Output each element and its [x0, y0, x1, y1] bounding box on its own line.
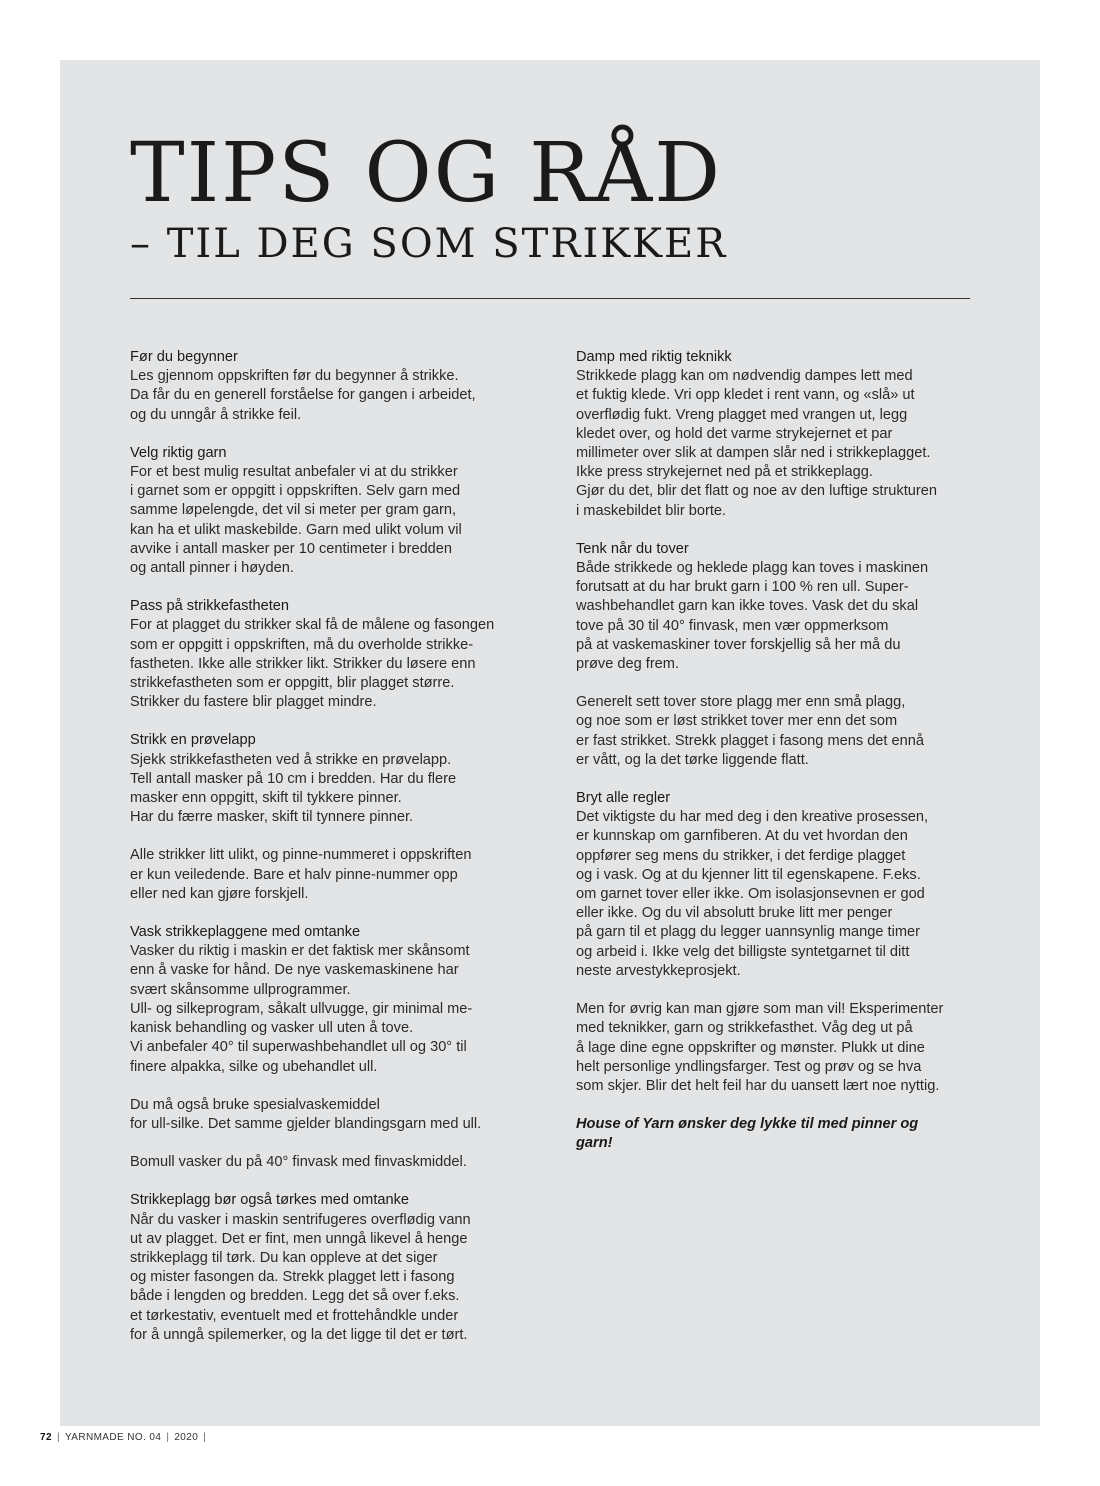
- body-text-line: er kun veiledende. Bare et halv pinne-nummer opp: [130, 866, 458, 883]
- body-text-line: Både strikkede og heklede plagg kan toves i maskinen: [576, 560, 929, 577]
- closing-line: House of Yarn ønsker deg lykke til med pinner og: [576, 1116, 919, 1133]
- section-paragraph: [130, 616, 530, 712]
- section-paragraph: [576, 808, 976, 981]
- body-text-line: som er oppgitt i oppskriften, må du overholde strikke-: [130, 636, 474, 653]
- body-text-line: Ull- og silkeprogram, såkalt ullvugge, gir minimal me-: [130, 1000, 473, 1017]
- page-number: 72: [40, 1432, 52, 1443]
- section-heading: Velg riktig garn: [130, 444, 227, 461]
- body-text-line: i maskebildet blir borte.: [576, 502, 727, 519]
- tip-section: [130, 444, 530, 578]
- body-text-line: Generelt sett tover store plagg mer enn små plagg,: [576, 694, 906, 711]
- body-text-line: overflødig fukt. Vreng plagget med vrangen ut, legg: [576, 406, 908, 423]
- section-heading: Strikkeplagg bør også tørkes med omtanke: [130, 1192, 410, 1209]
- section-paragraph: [130, 1153, 530, 1172]
- body-text-line: på garn til et plagg du legger uannsynlig mange timer: [576, 924, 920, 941]
- tip-section: [130, 923, 530, 1172]
- body-text-line: samme løpelengde, det vil si meter per gram garn,: [130, 502, 457, 519]
- body-text-line: både i lengden og bredden. Legg det så over f.eks.: [130, 1288, 460, 1305]
- body-text-line: og mister fasongen da. Strekk plagget lett i fasong: [130, 1269, 455, 1286]
- section-paragraph: [130, 846, 530, 904]
- section-paragraph: [130, 463, 530, 578]
- body-text-line: Vasker du riktig i maskin er det faktisk mer skånsomt: [130, 943, 470, 960]
- body-text-line: Les gjennom oppskriften før du begynner å strikke.: [130, 368, 459, 385]
- body-text-line: masker enn oppgitt, skift til tykkere pinner.: [130, 790, 402, 807]
- body-text-line: prøve deg frem.: [576, 656, 680, 673]
- body-text-line: eller ned kan gjøre forskjell.: [130, 885, 309, 902]
- section-paragraph: [130, 1096, 530, 1134]
- right-column: [576, 348, 976, 1173]
- body-text-line: og i vask. Og at du kjenner litt til egenskapene. F.eks.: [576, 866, 921, 883]
- body-text-line: i garnet som er oppgitt i oppskriften. Selv garn med: [130, 483, 461, 500]
- tip-section: [130, 348, 530, 425]
- body-text-line: For at plagget du strikker skal få de målene og fasongen: [130, 617, 495, 634]
- section-paragraph: [576, 693, 976, 770]
- footer-separator: |: [166, 1432, 170, 1443]
- section-paragraph: [576, 1000, 976, 1096]
- body-text-line: om garnet tover eller ikke. Om isolasjonsevnen er god: [576, 886, 925, 903]
- body-text-line: og antall pinner i høyden.: [130, 560, 294, 577]
- body-text-line: finere alpakka, silke og ubehandlet ull.: [130, 1058, 378, 1075]
- title-divider: [130, 298, 970, 299]
- body-text-line: Strikkede plagg kan om nødvendig dampes lett med: [576, 368, 913, 385]
- tip-section: [130, 597, 530, 712]
- section-heading: Damp med riktig teknikk: [576, 349, 732, 365]
- body-text-line: er fast strikket. Strekk plagget i fasong mens det ennå: [576, 732, 924, 749]
- section-paragraph: [130, 751, 530, 828]
- body-text-line: på at vaskemaskiner tover forskjellig så her må du: [576, 636, 901, 653]
- section-heading: Strikk en prøvelapp: [130, 732, 256, 749]
- body-text-line: strikkefastheten som er oppgitt, blir plagget større.: [130, 675, 455, 692]
- body-text-line: er vått, og la det tørke liggende flatt.: [576, 751, 809, 768]
- body-text-line: Alle strikker litt ulikt, og pinne-nummeret i oppskriften: [130, 847, 472, 864]
- tip-section: [576, 540, 976, 770]
- body-text-line: for å unngå spilemerker, og la det ligge til det er tørt.: [130, 1326, 468, 1343]
- body-text-line: Gjør du det, blir det flatt og noe av den luftige strukturen: [576, 483, 937, 500]
- body-text-line: Har du færre masker, skift til tynnere pinner.: [130, 809, 414, 826]
- body-text-line: washbehandlet garn kan ikke toves. Vask det du skal: [576, 598, 919, 615]
- body-text-line: et tørkestativ, eventuelt med et frottehåndkle under: [130, 1307, 459, 1324]
- body-text-line: enn å vaske for hånd. De nye vaskemaskinene har: [130, 962, 459, 979]
- section-paragraph: [576, 559, 976, 674]
- section-heading: Pass på strikkefastheten: [130, 598, 289, 615]
- body-text-line: fastheten. Ikke alle strikker likt. Strikker du løsere enn: [130, 655, 476, 672]
- body-text-line: å lage dine egne oppskrifter og mønster. Plukk ut dine: [576, 1039, 925, 1056]
- tip-section: [576, 789, 976, 1096]
- footer-separator: |: [56, 1432, 60, 1443]
- tip-section: [130, 1191, 530, 1345]
- body-text-line: Bomull vasker du på 40° finvask med finvaskmiddel.: [130, 1154, 467, 1171]
- body-text-line: neste arvestykkeprosjekt.: [576, 962, 741, 979]
- body-text-line: svært skånsomme ullprogrammer.: [130, 981, 351, 998]
- page-title: TIPS OG RÅD: [130, 126, 722, 221]
- body-text-line: tove på 30 til 40° finvask, men vær oppmerksom: [576, 617, 889, 634]
- body-text-line: et fuktig klede. Vri opp kledet i rent vann, og «slå» ut: [576, 387, 915, 404]
- body-text-line: kledet over, og hold det varme strykejernet et par: [576, 425, 893, 442]
- body-text-line: er kunnskap om garnfiberen. At du vet hvordan den: [576, 828, 908, 845]
- body-text-line: helt personlige yndlingsfarger. Test og prøv og se hva: [576, 1058, 922, 1075]
- tip-section: [576, 348, 976, 521]
- body-text-line: Men for øvrig kan man gjøre som man vil! Eksperimenter: [576, 1001, 944, 1018]
- body-text-line: Når du vasker i maskin sentrifugeres overflødig vann: [130, 1211, 471, 1228]
- body-text-line: strikkeplagg til tørk. Du kan oppleve at det siger: [130, 1249, 438, 1266]
- body-text-line: ut av plagget. Det er fint, men unngå likevel å henge: [130, 1230, 468, 1247]
- body-text-line: For et best mulig resultat anbefaler vi at du strikker: [130, 464, 458, 481]
- right-column-sections: [576, 348, 976, 1096]
- section-heading: Tenk når du tover: [576, 540, 689, 557]
- body-text-line: Sjekk strikkefastheten ved å strikke en prøvelapp.: [130, 751, 452, 768]
- body-text-line: forutsatt at du har brukt garn i 100 % ren ull. Super-: [576, 579, 909, 596]
- section-paragraph: [576, 367, 976, 521]
- body-text-line: Strikker du fastere blir plagget mindre.: [130, 694, 377, 711]
- body-text-line: og arbeid i. Ikke velg det billigste syntetgarnet til ditt: [576, 943, 910, 960]
- tip-section: [130, 731, 530, 904]
- left-column: [130, 348, 530, 1364]
- body-text-line: og noe som er løst strikket tover mer enn det som: [576, 713, 898, 730]
- body-text-line: avvike i antall masker per 10 centimeter i bredden: [130, 540, 453, 557]
- magazine-name: YARNMADE NO. 04: [64, 1432, 162, 1443]
- body-text-line: eller ikke. Og du vil absolutt bruke litt mer penger: [576, 905, 893, 922]
- body-text-line: og du unngår å strikke feil.: [130, 406, 302, 423]
- body-text-line: Du må også bruke spesialvaskemiddel: [130, 1096, 380, 1113]
- section-heading: Bryt alle regler: [576, 790, 671, 807]
- body-text-line: Det viktigste du har med deg i den kreative prosessen,: [576, 809, 929, 826]
- footer-separator: |: [203, 1432, 207, 1443]
- body-text-line: Vi anbefaler 40° til superwashbehandlet ull og 30° til: [130, 1039, 467, 1056]
- page-footer: [40, 1432, 211, 1443]
- body-text-line: kanisk behandling og vasker ull uten å tove.: [130, 1020, 414, 1037]
- body-text-line: Ikke press strykejernet ned på et strikkeplagg.: [576, 464, 873, 481]
- closing-line: garn!: [576, 1135, 613, 1152]
- body-text-line: kan ha et ulikt maskebilde. Garn med ulikt volum vil: [130, 521, 462, 538]
- page-subtitle: – TIL DEG SOM STRIKKER: [130, 221, 728, 267]
- body-text-line: som skjer. Blir det helt feil har du uansett lært noe nyttig.: [576, 1077, 940, 1094]
- body-text-line: oppfører seg mens du strikker, i det ferdige plagget: [576, 847, 906, 864]
- body-text-line: Da får du en generell forståelse for gangen i arbeidet,: [130, 387, 476, 404]
- section-heading: Før du begynner: [130, 349, 238, 365]
- body-text-line: for ull-silke. Det samme gjelder blandingsgarn med ull.: [130, 1115, 482, 1132]
- section-paragraph: [130, 1211, 530, 1345]
- closing-note: [576, 1115, 976, 1153]
- section-paragraph: [130, 367, 530, 425]
- magazine-year: 2020: [174, 1432, 199, 1443]
- body-text-line: millimeter over slik at dampen slår ned i strikkeplagget.: [576, 445, 931, 462]
- section-paragraph: [130, 942, 530, 1076]
- body-text-line: med teknikker, garn og strikkefasthet. Våg deg ut på: [576, 1020, 913, 1037]
- section-heading: Vask strikkeplaggene med omtanke: [130, 924, 361, 941]
- body-text-line: Tell antall masker på 10 cm i bredden. Har du flere: [130, 770, 457, 787]
